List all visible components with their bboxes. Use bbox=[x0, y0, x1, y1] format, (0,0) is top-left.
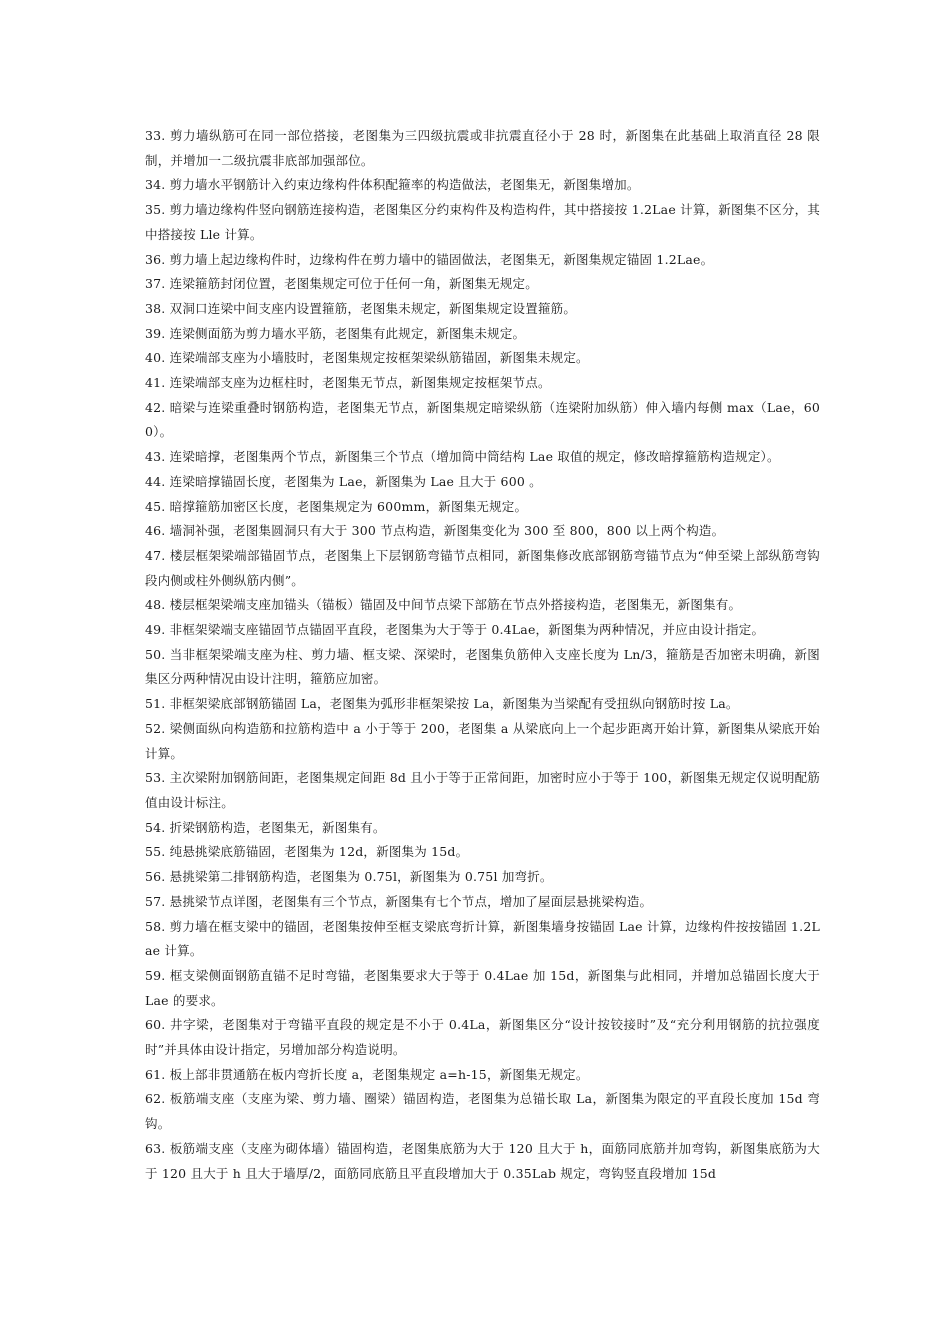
list-item: 52. 梁侧面纵向构造筋和拉筋构造中 a 小于等于 200，老图集 a 从梁底向上一个起步距离开始计算，新图集从梁底开始计算。 bbox=[145, 720, 820, 761]
list-item: 59. 框支梁侧面钢筋直锚不足时弯锚，老图集要求大于等于 0.4Lae 加 15d，新图集与此相同，并增加总锚固长度大于 Lae 的要求。 bbox=[145, 967, 820, 1008]
list-item: 44. 连梁暗撑锚固长度，老图集为 Lae，新图集为 Lae 且大于 600 。 bbox=[145, 473, 542, 489]
list-item: 49. 非框架梁端支座锚固节点锚固平直段，老图集为大于等于 0.4Lae，新图集为两种情况，并应由设计指定。 bbox=[145, 622, 765, 638]
list-item: 47. 楼层框架梁端部锚固节点，老图集上下层钢筋弯锚节点相同，新图集修改底部钢筋弯锚节点为“伸至梁上部纵筋弯钩段内侧或柱外侧纵筋内侧”。 bbox=[145, 547, 820, 588]
list-item: 38. 双洞口连梁中间支座内设置箍筋，老图集未规定，新图集规定设置箍筋。 bbox=[145, 300, 577, 316]
document-body bbox=[145, 124, 820, 1186]
list-item: 62. 板筋端支座（支座为梁、剪力墙、圈梁）锚固构造，老图集为总锚长取 La，新图集为限定的平直段长度加 15d 弯钩。 bbox=[145, 1091, 820, 1132]
list-item: 42. 暗梁与连梁重叠时钢筋构造，老图集无节点，新图集规定暗梁纵筋（连梁附加纵筋）伸入墙内每侧 max（Lae，600）。 bbox=[145, 399, 820, 440]
list-item: 40. 连梁端部支座为小墙肢时，老图集规定按框架梁纵筋锚固，新图集未规定。 bbox=[145, 350, 589, 366]
list-item: 55. 纯悬挑梁底筋锚固，老图集为 12d，新图集为 15d。 bbox=[145, 844, 469, 860]
list-item: 37. 连梁箍筋封闭位置，老图集规定可位于任何一角，新图集无规定。 bbox=[145, 276, 538, 292]
list-item: 33. 剪力墙纵筋可在同一部位搭接，老图集为三四级抗震或非抗震直径小于 28 时，新图集在此基础上取消直径 28 限制，并增加一二级抗震非底部加强部位。 bbox=[145, 128, 820, 168]
list-item: 48. 楼层框架梁端支座加锚头（锚板）锚固及中间节点梁下部筋在节点外搭接构造，老图集无，新图集有。 bbox=[145, 597, 742, 613]
list-item: 39. 连梁侧面筋为剪力墙水平筋，老图集有此规定，新图集未规定。 bbox=[145, 325, 526, 341]
list-item: 57. 悬挑梁节点详图，老图集有三个节点，新图集有七个节点，增加了屋面层悬挑梁构造。 bbox=[145, 893, 653, 909]
list-item: 41. 连梁端部支座为边框柱时，老图集无节点，新图集规定按框架节点。 bbox=[145, 375, 551, 391]
list-item: 58. 剪力墙在框支梁中的锚固，老图集按伸至框支梁底弯折计算，新图集墙身按锚固 Lae 计算，边缘构件按按锚固 1.2Lae 计算。 bbox=[145, 918, 820, 959]
list-item: 53. 主次梁附加钢筋间距，老图集规定间距 8d 且小于等于正常间距，加密时应小于等于 100，新图集无规定仅说明配筋值由设计标注。 bbox=[145, 770, 820, 810]
list-item: 45. 暗撑箍筋加密区长度，老图集规定为 600mm，新图集无规定。 bbox=[145, 498, 528, 514]
list-item: 63. 板筋端支座（支座为砌体墙）锚固构造，老图集底筋为大于 120 且大于 h，面筋同底筋并加弯钩，新图集底筋为大于 120 且大于 h 且大于墙厚/2，面筋同底筋且平直段增加大于 0.35Lab 规定，弯钩竖直段增加 15d bbox=[145, 1140, 820, 1181]
list-item: 46. 墙洞补强，老图集圆洞只有大于 300 节点构造，新图集变化为 300 至 800，800 以上两个构造。 bbox=[145, 523, 725, 539]
list-item: 56. 悬挑梁第二排钢筋构造，老图集为 0.75l，新图集为 0.75l 加弯折。 bbox=[145, 869, 553, 885]
list-item: 60. 井字梁，老图集对于弯锚平直段的规定是不小于 0.4La，新图集区分“设计按铰接时”及“充分利用钢筋的抗拉强度时”并具体由设计指定，另增加部分构造说明。 bbox=[145, 1017, 820, 1058]
list-item: 51. 非框架梁底部钢筋锚固 La，老图集为弧形非框架梁按 La，新图集为当梁配有受扭纵向钢筋时按 La。 bbox=[145, 696, 739, 712]
list-item: 36. 剪力墙上起边缘构件时，边缘构件在剪力墙中的锚固做法，老图集无，新图集规定锚固 1.2Lae。 bbox=[145, 251, 714, 267]
list-item: 54. 折梁钢筋构造，老图集无，新图集有。 bbox=[145, 819, 386, 835]
list-item: 50. 当非框架梁端支座为柱、剪力墙、框支梁、深梁时，老图集负筋伸入支座长度为 Ln/3，箍筋是否加密未明确，新图集区分两种情况由设计注明，箍筋应加密。 bbox=[145, 646, 820, 687]
list-item: 61. 板上部非贯通筋在板内弯折长度 a，老图集规定 a=h-15，新图集无规定。 bbox=[145, 1066, 589, 1082]
list-item: 34. 剪力墙水平钢筋计入约束边缘构件体积配箍率的构造做法，老图集无，新图集增加。 bbox=[145, 177, 640, 193]
list-item: 43. 连梁暗撑，老图集两个节点，新图集三个节点（增加筒中筒结构 Lae 取值的规定，修改暗撑箍筋构造规定）。 bbox=[145, 449, 780, 465]
list-item: 35. 剪力墙边缘构件竖向钢筋连接构造，老图集区分约束构件及构造构件，其中搭接按 1.2Lae 计算，新图集不区分，其中搭接按 Lle 计算。 bbox=[145, 202, 820, 242]
